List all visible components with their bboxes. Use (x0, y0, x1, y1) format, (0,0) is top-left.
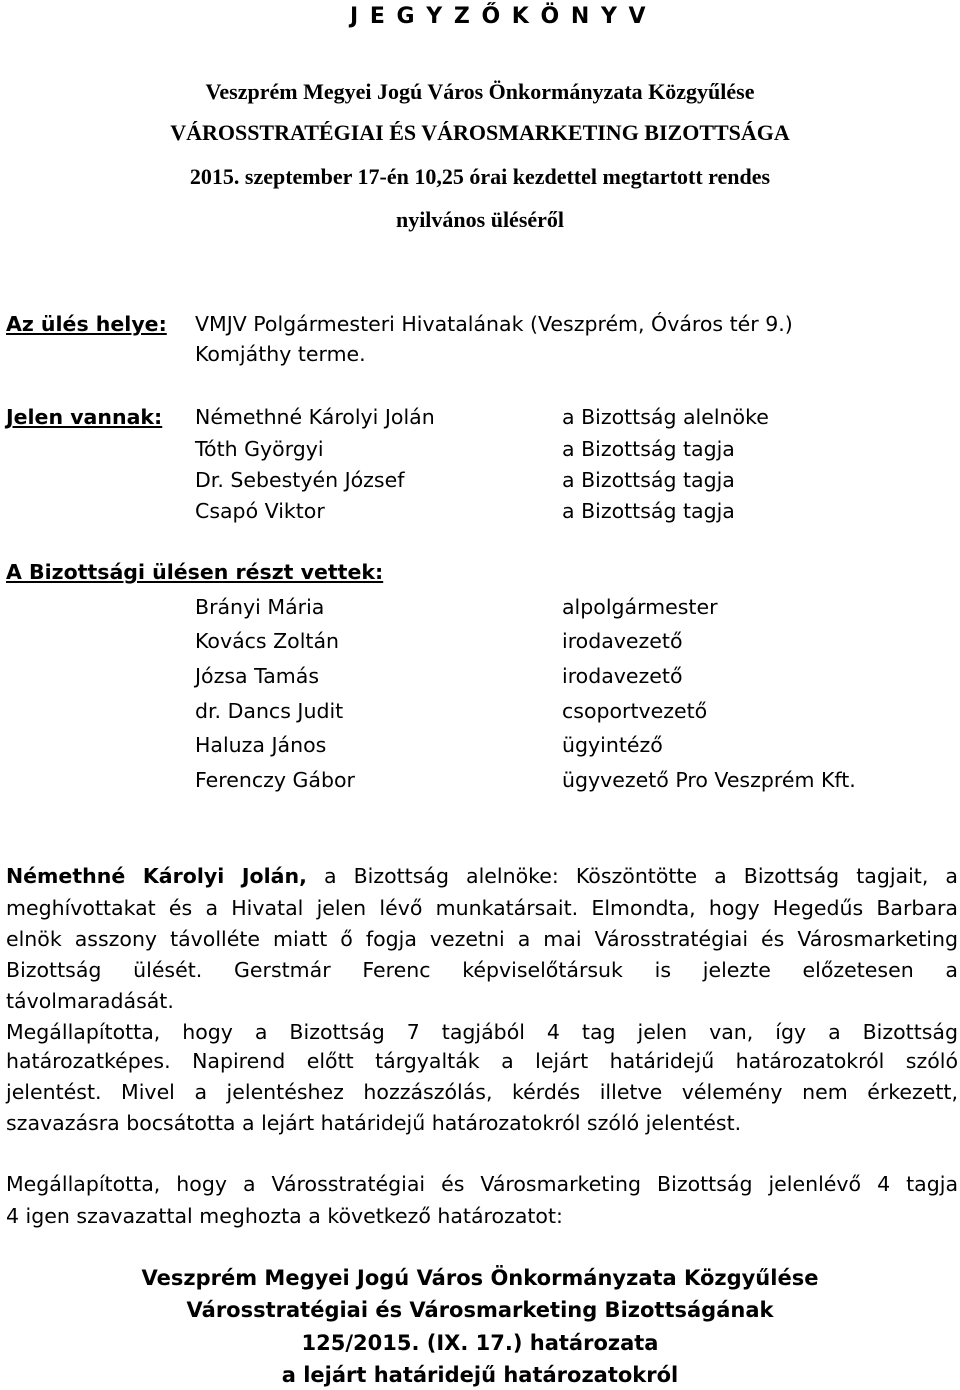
attendee-role: alpolgármester (562, 595, 718, 619)
paragraph-3-line-2: 4 igen szavazattal meghozta a következő határozatot: (6, 1204, 563, 1228)
attendee-role: irodavezető (562, 664, 683, 688)
present-role: a Bizottság tagja (562, 468, 735, 492)
paragraph-text: a Bizottság alelnöke: Köszöntötte a Bizottság tagjait, a (323, 864, 958, 888)
paragraph-2-line-4: szavazásra bocsátotta a lejárt határidejű határozatokról szóló jelentést. (6, 1111, 742, 1135)
resolution-line-3: 125/2015. (IX. 17.) határozata (301, 1331, 659, 1355)
attendee-role: irodavezető (562, 629, 683, 653)
header-line-3: 2015. szeptember 17-én 10,25 órai kezdettel megtartott rendes (189, 164, 771, 189)
present-role: a Bizottság alelnöke (562, 405, 769, 429)
attendee-name: Brányi Mária (195, 595, 325, 619)
header-line-1: Veszprém Megyei Jogú Város Önkormányzata Közgyűlése (205, 79, 755, 104)
paragraph-1-line-4: Bizottság ülését. Gerstmár Ferenc képviselőtársuk is jelezte előzetesen a (6, 958, 958, 982)
paragraph-1-line-2: meghívottakat és a Hivatal jelen lévő munkatársait. Elmondta, hogy Hegedűs Barbara (6, 896, 958, 920)
header-line-2: VÁROSSTRATÉGIAI ÉS VÁROSMARKETING BIZOTTSÁGA (170, 120, 790, 145)
present-role: a Bizottság tagja (562, 437, 735, 461)
present-role: a Bizottság tagja (562, 499, 735, 523)
paragraph-1-line-3: elnök asszony távolléte miatt ő fogja vezetni a mai Városstratégiai és Városmarketing (6, 927, 958, 951)
paragraph-1-line-5: távolmaradását. (6, 989, 174, 1013)
paragraph-2-line-2: határozatképes. Napirend előtt tárgyalták a lejárt határidejű határozatokról szóló (6, 1049, 958, 1073)
paragraph-2-line-3: jelentést. Mivel a jelentéshez hozzászólás, kérdés illetve vélemény nem érkezett, (6, 1080, 958, 1104)
paragraph-2-line-1: Megállapította, hogy a Bizottság 7 tagjából 4 tag jelen van, így a Bizottság (6, 1020, 958, 1044)
location-line-2: Komjáthy terme. (195, 342, 366, 366)
attendee-role: ügyvezető Pro Veszprém Kft. (562, 768, 856, 792)
paragraph-3-line-1: Megállapította, hogy a Városstratégiai és Városmarketing Bizottság jelenlévő 4 tagja (6, 1172, 958, 1196)
location-label: Az ülés helye: (6, 312, 167, 336)
attendee-role: csoportvezető (562, 699, 708, 723)
attendee-name: Haluza János (195, 733, 327, 757)
resolution-line-1: Veszprém Megyei Jogú Város Önkormányzata Közgyűlése (141, 1266, 819, 1290)
present-name: Tóth Györgyi (195, 437, 324, 461)
present-name: Dr. Sebestyén József (195, 468, 405, 492)
document-title: J E G Y Z Ő K Ö N Y V (350, 4, 648, 29)
present-label: Jelen vannak: (6, 405, 163, 429)
attendee-name: Kovács Zoltán (195, 629, 340, 653)
location-line-1: VMJV Polgármesteri Hivatalának (Veszprém, Óváros tér 9.) (195, 312, 793, 336)
present-name: Némethné Károlyi Jolán (195, 405, 435, 429)
attendee-name: Józsa Tamás (195, 664, 320, 688)
header-line-4: nyilvános üléséről (395, 207, 565, 232)
attendee-name: dr. Dancs Judit (195, 699, 344, 723)
paragraph-1-line-1 (6, 864, 958, 888)
resolution-line-2: Városstratégiai és Városmarketing Bizottságának (186, 1298, 774, 1322)
attendee-name: Ferenczy Gábor (195, 768, 355, 792)
present-name: Csapó Viktor (195, 499, 325, 523)
speaker-name: Némethné Károlyi Jolán, (6, 864, 307, 888)
attendees-label: A Bizottsági ülésen részt vettek: (6, 560, 384, 584)
attendee-role: ügyintéző (562, 733, 663, 757)
resolution-line-4: a lejárt határidejű határozatokról (281, 1363, 679, 1387)
